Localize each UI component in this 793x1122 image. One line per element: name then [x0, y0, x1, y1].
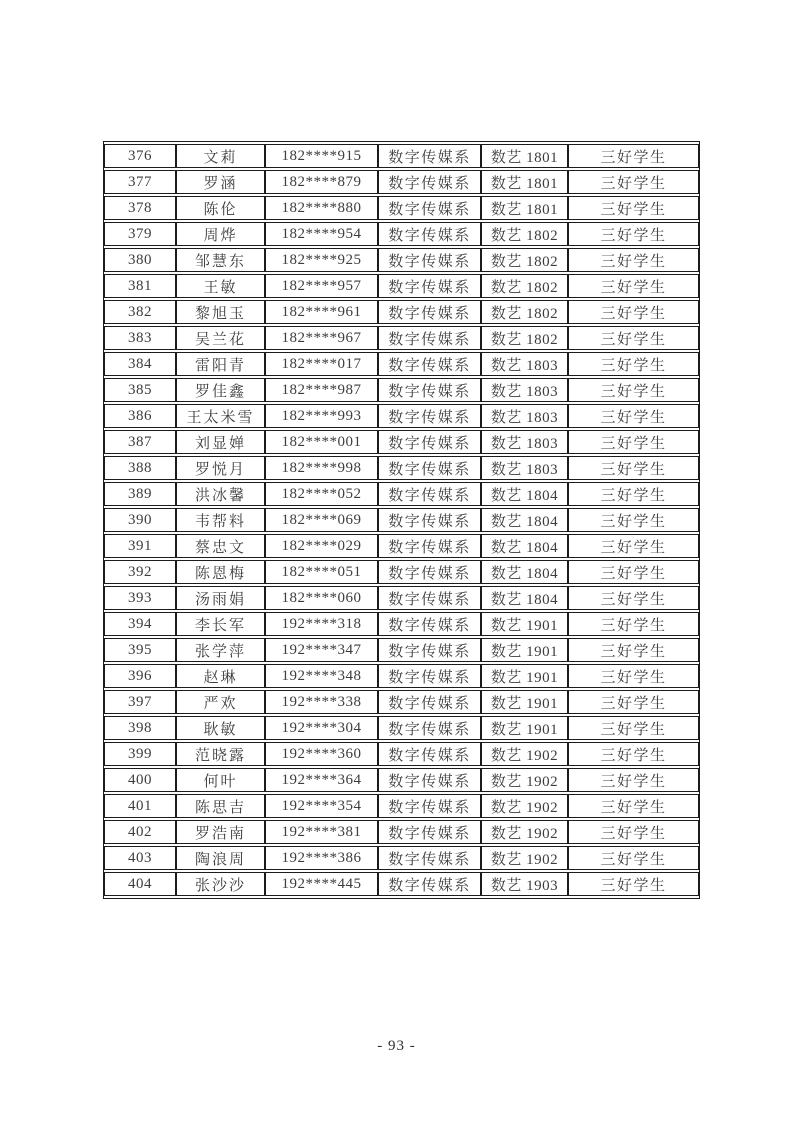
- cell-index: 403: [104, 846, 176, 870]
- cell-name: 罗悦月: [176, 456, 265, 480]
- award-table-body: [104, 144, 699, 896]
- cell-index: 390: [104, 508, 176, 532]
- cell-name: 王太米雪: [176, 404, 265, 428]
- cell-award: 三好学生: [568, 222, 699, 246]
- cell-phone: 192****318: [265, 612, 378, 636]
- cell-award: 三好学生: [568, 248, 699, 272]
- cell-class_label: 数艺 1803: [481, 456, 568, 480]
- cell-department: 数字传媒系: [378, 794, 481, 818]
- table-row: [104, 144, 699, 168]
- cell-award: 三好学生: [568, 352, 699, 376]
- table-row: [104, 482, 699, 506]
- cell-class_label: 数艺 1802: [481, 300, 568, 324]
- cell-class_label: 数艺 1901: [481, 716, 568, 740]
- cell-name: 赵琳: [176, 664, 265, 688]
- cell-name: 严欢: [176, 690, 265, 714]
- cell-phone: 182****967: [265, 326, 378, 350]
- cell-index: 399: [104, 742, 176, 766]
- cell-phone: 192****354: [265, 794, 378, 818]
- cell-class_label: 数艺 1902: [481, 742, 568, 766]
- cell-index: 378: [104, 196, 176, 220]
- cell-name: 文莉: [176, 144, 265, 168]
- cell-phone: 182****998: [265, 456, 378, 480]
- cell-phone: 192****386: [265, 846, 378, 870]
- cell-department: 数字传媒系: [378, 300, 481, 324]
- cell-class_label: 数艺 1803: [481, 404, 568, 428]
- cell-index: 397: [104, 690, 176, 714]
- cell-department: 数字传媒系: [378, 326, 481, 350]
- table-row: [104, 560, 699, 584]
- cell-index: 383: [104, 326, 176, 350]
- cell-phone: 192****381: [265, 820, 378, 844]
- cell-index: 394: [104, 612, 176, 636]
- cell-name: 张学萍: [176, 638, 265, 662]
- cell-index: 376: [104, 144, 176, 168]
- table-row: [104, 872, 699, 896]
- cell-award: 三好学生: [568, 144, 699, 168]
- cell-phone: 182****001: [265, 430, 378, 454]
- cell-name: 吴兰花: [176, 326, 265, 350]
- cell-award: 三好学生: [568, 794, 699, 818]
- cell-class_label: 数艺 1803: [481, 430, 568, 454]
- table-row: [104, 716, 699, 740]
- cell-name: 刘显婵: [176, 430, 265, 454]
- cell-phone: 182****961: [265, 300, 378, 324]
- table-row: [104, 508, 699, 532]
- cell-name: 雷阳青: [176, 352, 265, 376]
- cell-name: 韦帮料: [176, 508, 265, 532]
- cell-award: 三好学生: [568, 430, 699, 454]
- cell-class_label: 数艺 1804: [481, 534, 568, 558]
- cell-class_label: 数艺 1801: [481, 196, 568, 220]
- cell-department: 数字传媒系: [378, 430, 481, 454]
- cell-name: 陈恩梅: [176, 560, 265, 584]
- cell-index: 385: [104, 378, 176, 402]
- cell-index: 393: [104, 586, 176, 610]
- cell-class_label: 数艺 1902: [481, 794, 568, 818]
- cell-department: 数字传媒系: [378, 664, 481, 688]
- cell-phone: 192****338: [265, 690, 378, 714]
- cell-award: 三好学生: [568, 482, 699, 506]
- cell-phone: 192****348: [265, 664, 378, 688]
- cell-name: 蔡忠文: [176, 534, 265, 558]
- cell-department: 数字传媒系: [378, 196, 481, 220]
- table-row: [104, 820, 699, 844]
- cell-phone: 182****879: [265, 170, 378, 194]
- cell-award: 三好学生: [568, 716, 699, 740]
- cell-class_label: 数艺 1802: [481, 222, 568, 246]
- cell-index: 398: [104, 716, 176, 740]
- cell-index: 396: [104, 664, 176, 688]
- cell-award: 三好学生: [568, 664, 699, 688]
- cell-class_label: 数艺 1902: [481, 846, 568, 870]
- cell-phone: 182****069: [265, 508, 378, 532]
- cell-department: 数字传媒系: [378, 534, 481, 558]
- table-row: [104, 378, 699, 402]
- cell-class_label: 数艺 1804: [481, 586, 568, 610]
- cell-name: 何叶: [176, 768, 265, 792]
- cell-department: 数字传媒系: [378, 872, 481, 896]
- cell-class_label: 数艺 1802: [481, 326, 568, 350]
- cell-award: 三好学生: [568, 690, 699, 714]
- cell-department: 数字传媒系: [378, 690, 481, 714]
- cell-class_label: 数艺 1901: [481, 690, 568, 714]
- cell-index: 395: [104, 638, 176, 662]
- cell-award: 三好学生: [568, 300, 699, 324]
- cell-name: 罗佳鑫: [176, 378, 265, 402]
- cell-index: 377: [104, 170, 176, 194]
- cell-phone: 182****915: [265, 144, 378, 168]
- cell-phone: 182****957: [265, 274, 378, 298]
- table-row: [104, 196, 699, 220]
- cell-department: 数字传媒系: [378, 482, 481, 506]
- cell-name: 邹慧东: [176, 248, 265, 272]
- cell-phone: 182****052: [265, 482, 378, 506]
- cell-phone: 182****987: [265, 378, 378, 402]
- cell-department: 数字传媒系: [378, 274, 481, 298]
- cell-phone: 182****880: [265, 196, 378, 220]
- cell-class_label: 数艺 1901: [481, 638, 568, 662]
- cell-name: 洪冰馨: [176, 482, 265, 506]
- cell-award: 三好学生: [568, 638, 699, 662]
- cell-award: 三好学生: [568, 170, 699, 194]
- table-row: [104, 430, 699, 454]
- cell-name: 罗浩南: [176, 820, 265, 844]
- cell-department: 数字传媒系: [378, 638, 481, 662]
- page-number: - 93 -: [377, 1038, 416, 1054]
- cell-index: 391: [104, 534, 176, 558]
- cell-name: 陈思吉: [176, 794, 265, 818]
- cell-class_label: 数艺 1902: [481, 768, 568, 792]
- cell-index: 404: [104, 872, 176, 896]
- cell-name: 罗涵: [176, 170, 265, 194]
- cell-phone: 182****954: [265, 222, 378, 246]
- cell-index: 402: [104, 820, 176, 844]
- cell-award: 三好学生: [568, 456, 699, 480]
- table-row: [104, 352, 699, 376]
- cell-name: 张沙沙: [176, 872, 265, 896]
- cell-name: 周烨: [176, 222, 265, 246]
- table-row: [104, 794, 699, 818]
- cell-index: 380: [104, 248, 176, 272]
- cell-index: 379: [104, 222, 176, 246]
- table-row: [104, 222, 699, 246]
- cell-department: 数字传媒系: [378, 768, 481, 792]
- cell-phone: 192****360: [265, 742, 378, 766]
- cell-award: 三好学生: [568, 768, 699, 792]
- table-row: [104, 742, 699, 766]
- cell-department: 数字传媒系: [378, 144, 481, 168]
- cell-index: 388: [104, 456, 176, 480]
- cell-department: 数字传媒系: [378, 170, 481, 194]
- cell-award: 三好学生: [568, 586, 699, 610]
- cell-department: 数字传媒系: [378, 248, 481, 272]
- table-row: [104, 586, 699, 610]
- table-row: [104, 768, 699, 792]
- cell-department: 数字传媒系: [378, 716, 481, 740]
- cell-award: 三好学生: [568, 820, 699, 844]
- cell-department: 数字传媒系: [378, 352, 481, 376]
- cell-class_label: 数艺 1902: [481, 820, 568, 844]
- cell-class_label: 数艺 1804: [481, 482, 568, 506]
- cell-index: 387: [104, 430, 176, 454]
- cell-name: 陈伦: [176, 196, 265, 220]
- cell-name: 陶浪周: [176, 846, 265, 870]
- cell-award: 三好学生: [568, 196, 699, 220]
- cell-department: 数字传媒系: [378, 222, 481, 246]
- table-row: [104, 846, 699, 870]
- cell-department: 数字传媒系: [378, 820, 481, 844]
- table-row: [104, 664, 699, 688]
- cell-class_label: 数艺 1901: [481, 664, 568, 688]
- cell-phone: 182****060: [265, 586, 378, 610]
- cell-department: 数字传媒系: [378, 456, 481, 480]
- cell-department: 数字传媒系: [378, 378, 481, 402]
- cell-class_label: 数艺 1804: [481, 560, 568, 584]
- cell-award: 三好学生: [568, 872, 699, 896]
- cell-class_label: 数艺 1803: [481, 352, 568, 376]
- cell-phone: 182****925: [265, 248, 378, 272]
- cell-award: 三好学生: [568, 404, 699, 428]
- cell-award: 三好学生: [568, 612, 699, 636]
- cell-index: 400: [104, 768, 176, 792]
- cell-phone: 182****993: [265, 404, 378, 428]
- cell-name: 李长军: [176, 612, 265, 636]
- table-row: [104, 248, 699, 272]
- cell-class_label: 数艺 1801: [481, 144, 568, 168]
- table-row: [104, 456, 699, 480]
- table-row: [104, 300, 699, 324]
- table-row: [104, 274, 699, 298]
- cell-phone: 192****304: [265, 716, 378, 740]
- table-row: [104, 612, 699, 636]
- cell-department: 数字传媒系: [378, 742, 481, 766]
- cell-department: 数字传媒系: [378, 508, 481, 532]
- cell-phone: 182****017: [265, 352, 378, 376]
- table-row: [104, 638, 699, 662]
- cell-phone: 192****364: [265, 768, 378, 792]
- cell-name: 王敏: [176, 274, 265, 298]
- cell-class_label: 数艺 1901: [481, 612, 568, 636]
- table-row: [104, 404, 699, 428]
- cell-name: 黎旭玉: [176, 300, 265, 324]
- cell-name: 范晓露: [176, 742, 265, 766]
- cell-award: 三好学生: [568, 560, 699, 584]
- cell-index: 389: [104, 482, 176, 506]
- cell-award: 三好学生: [568, 274, 699, 298]
- cell-award: 三好学生: [568, 846, 699, 870]
- student-award-table: [103, 141, 700, 899]
- cell-name: 耿敏: [176, 716, 265, 740]
- cell-index: 384: [104, 352, 176, 376]
- cell-department: 数字传媒系: [378, 560, 481, 584]
- cell-award: 三好学生: [568, 378, 699, 402]
- table-row: [104, 534, 699, 558]
- cell-award: 三好学生: [568, 742, 699, 766]
- cell-department: 数字传媒系: [378, 586, 481, 610]
- table-row: [104, 326, 699, 350]
- cell-index: 386: [104, 404, 176, 428]
- cell-class_label: 数艺 1802: [481, 274, 568, 298]
- cell-name: 汤雨娟: [176, 586, 265, 610]
- cell-award: 三好学生: [568, 508, 699, 532]
- cell-award: 三好学生: [568, 534, 699, 558]
- cell-class_label: 数艺 1802: [481, 248, 568, 272]
- cell-index: 382: [104, 300, 176, 324]
- table-row: [104, 690, 699, 714]
- cell-class_label: 数艺 1903: [481, 872, 568, 896]
- cell-phone: 192****445: [265, 872, 378, 896]
- cell-award: 三好学生: [568, 326, 699, 350]
- cell-phone: 182****029: [265, 534, 378, 558]
- cell-department: 数字传媒系: [378, 846, 481, 870]
- cell-index: 381: [104, 274, 176, 298]
- cell-class_label: 数艺 1804: [481, 508, 568, 532]
- cell-phone: 192****347: [265, 638, 378, 662]
- table-row: [104, 170, 699, 194]
- cell-index: 401: [104, 794, 176, 818]
- cell-class_label: 数艺 1801: [481, 170, 568, 194]
- cell-index: 392: [104, 560, 176, 584]
- cell-department: 数字传媒系: [378, 404, 481, 428]
- cell-phone: 182****051: [265, 560, 378, 584]
- cell-department: 数字传媒系: [378, 612, 481, 636]
- cell-class_label: 数艺 1803: [481, 378, 568, 402]
